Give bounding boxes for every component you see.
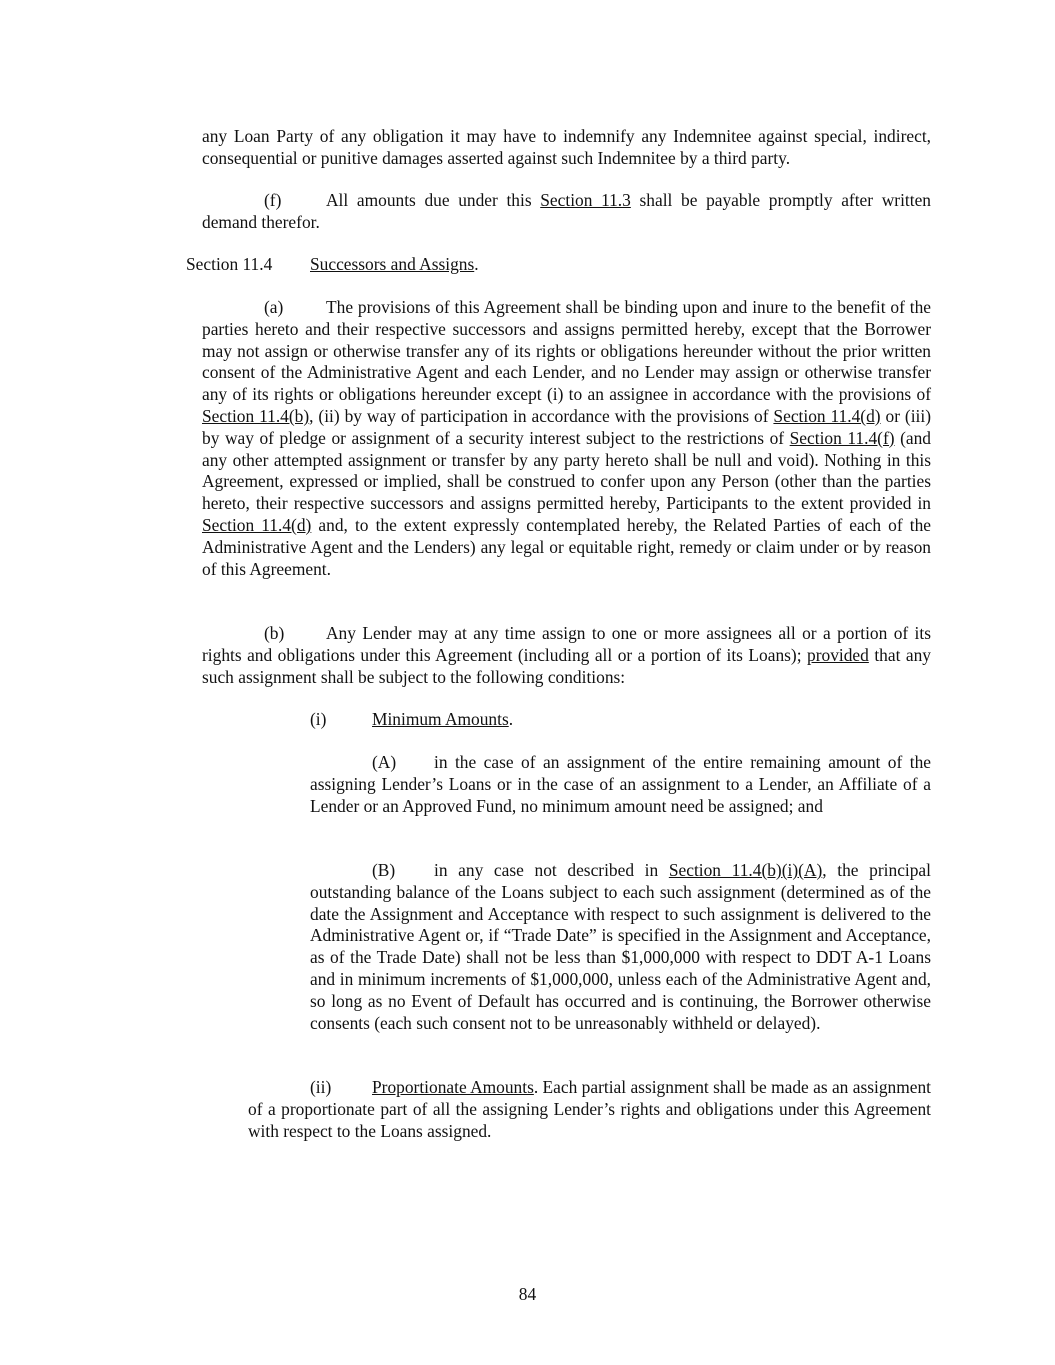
- section-11-4-b-i-A-link[interactable]: Section 11.4(b)(i)(A): [668, 860, 823, 880]
- paragraph-b: (b) Any Lender may at any time assign to one or more assignees all or a portion of its rights and obligations under this Agreement (including all or a portion of its Loans); provided that any such assignment shall be subject to the following conditions:: [202, 623, 931, 687]
- paragraph-a: (a) The provisions of this Agreement shall be binding upon and inure to the benefit of the parties hereto and their respective successors and assigns permitted hereby, except that the Borrower may not assign or otherwise transfer any of its rights or obligations hereunder without the prior written consent of the Administrative Agent and each Lender, and no Lender may assign or otherwise transfer any of its rights or obligations hereunder except (i) to an assignee in accordance with the provisions of Section 11.4(b), (ii) by way of participation in accordance with the provisions of Section 11.4(d) or (iii) by way of pledge or assignment of a security interest subject to the restrictions of Section 11.4(f) (and any other attempted assignment or transfer by any party hereto shall be null and void). Nothing in this Agreement, expressed or implied, shall be construed to confer upon any Person (other than the parties hereto, their respective successors and assigns permitted hereby, Participants to the extent provided in Section 11.4(d) and, to the extent expressly contemplated hereby, the Related Parties of each of the Administrative Agent and the Lenders) any legal or equitable right, remedy or claim under or by reason of this Agreement.: [202, 297, 931, 579]
- paragraph-i-label: (i): [310, 709, 327, 729]
- paragraph-i-title: Minimum Amounts: [372, 709, 509, 729]
- section-11-4-d-link[interactable]: Section 11.4(d): [773, 405, 881, 426]
- paragraph-i: (i) Minimum Amounts.: [310, 709, 514, 729]
- paragraph-continuation: [202, 126, 931, 170]
- section-title: Successors and Assigns.: [310, 254, 479, 274]
- section-11-4-d-link-2[interactable]: Section 11.4(d): [202, 514, 312, 535]
- paragraph-continuation-text: any Loan Party of any obligation it may have to indemnify any Indemnitee against special, indirect, consequential or punitive damages asserted against such Indemnitee by a third party.: [202, 126, 931, 168]
- paragraph-ii-label: (ii): [310, 1077, 332, 1097]
- paragraph-B: (B) in any case not described in Section 11.4(b)(i)(A), the principal outstanding balance of the Loans subject to each such assignment (determined as of the date the Assignment and Acceptance with respect to such assignment is delivered to the Administrative Agent or, if “Trade Date” is specified in the Assignment and Acceptance, as of the Trade Date) shall not be less than $1,000,000 with respect to DDT A-1 Loans and in minimum increments of $1,000,000, unless each of the Administrative Agent and, so long as no Event of Default has occurred and is continuing, the Borrower otherwise consents (each such consent not to be unreasonably withheld or delayed).: [310, 860, 931, 1033]
- paragraph-f-label: (f): [264, 190, 282, 210]
- paragraph-f: (f) All amounts due under this Section 11.3 shall be payable promptly after written demand therefor.: [202, 190, 931, 232]
- paragraph-b-label: (b): [264, 623, 285, 643]
- paragraph-B-label: (B): [372, 860, 396, 880]
- paragraph-ii: (ii) Proportionate Amounts. Each partial assignment shall be made as an assignment of a proportionate part of all the assigning Lender’s rights and obligations under this Agreement with respect to the Loans assigned.: [248, 1077, 931, 1141]
- provided-term: provided: [807, 644, 869, 665]
- paragraph-A: (A) in the case of an assignment of the entire remaining amount of the assigning Lender’s Loans or in the case of an assignment to a Lender, an Affiliate of a Lender or an Approved Fund, no minimum amount need be assigned; and: [310, 752, 931, 816]
- section-11-4-f-link[interactable]: Section 11.4(f): [789, 427, 895, 448]
- page-number: 84: [518, 1284, 537, 1304]
- section-number: Section 11.4: [186, 254, 273, 274]
- paragraph-A-label: (A): [372, 752, 397, 772]
- paragraph-a-label: (a): [264, 297, 284, 317]
- section-11-4-b-link[interactable]: Section 11.4(b): [202, 405, 310, 426]
- section-11-3-link[interactable]: Section 11.3: [540, 190, 631, 210]
- paragraph-ii-title: Proportionate Amounts: [372, 1077, 534, 1097]
